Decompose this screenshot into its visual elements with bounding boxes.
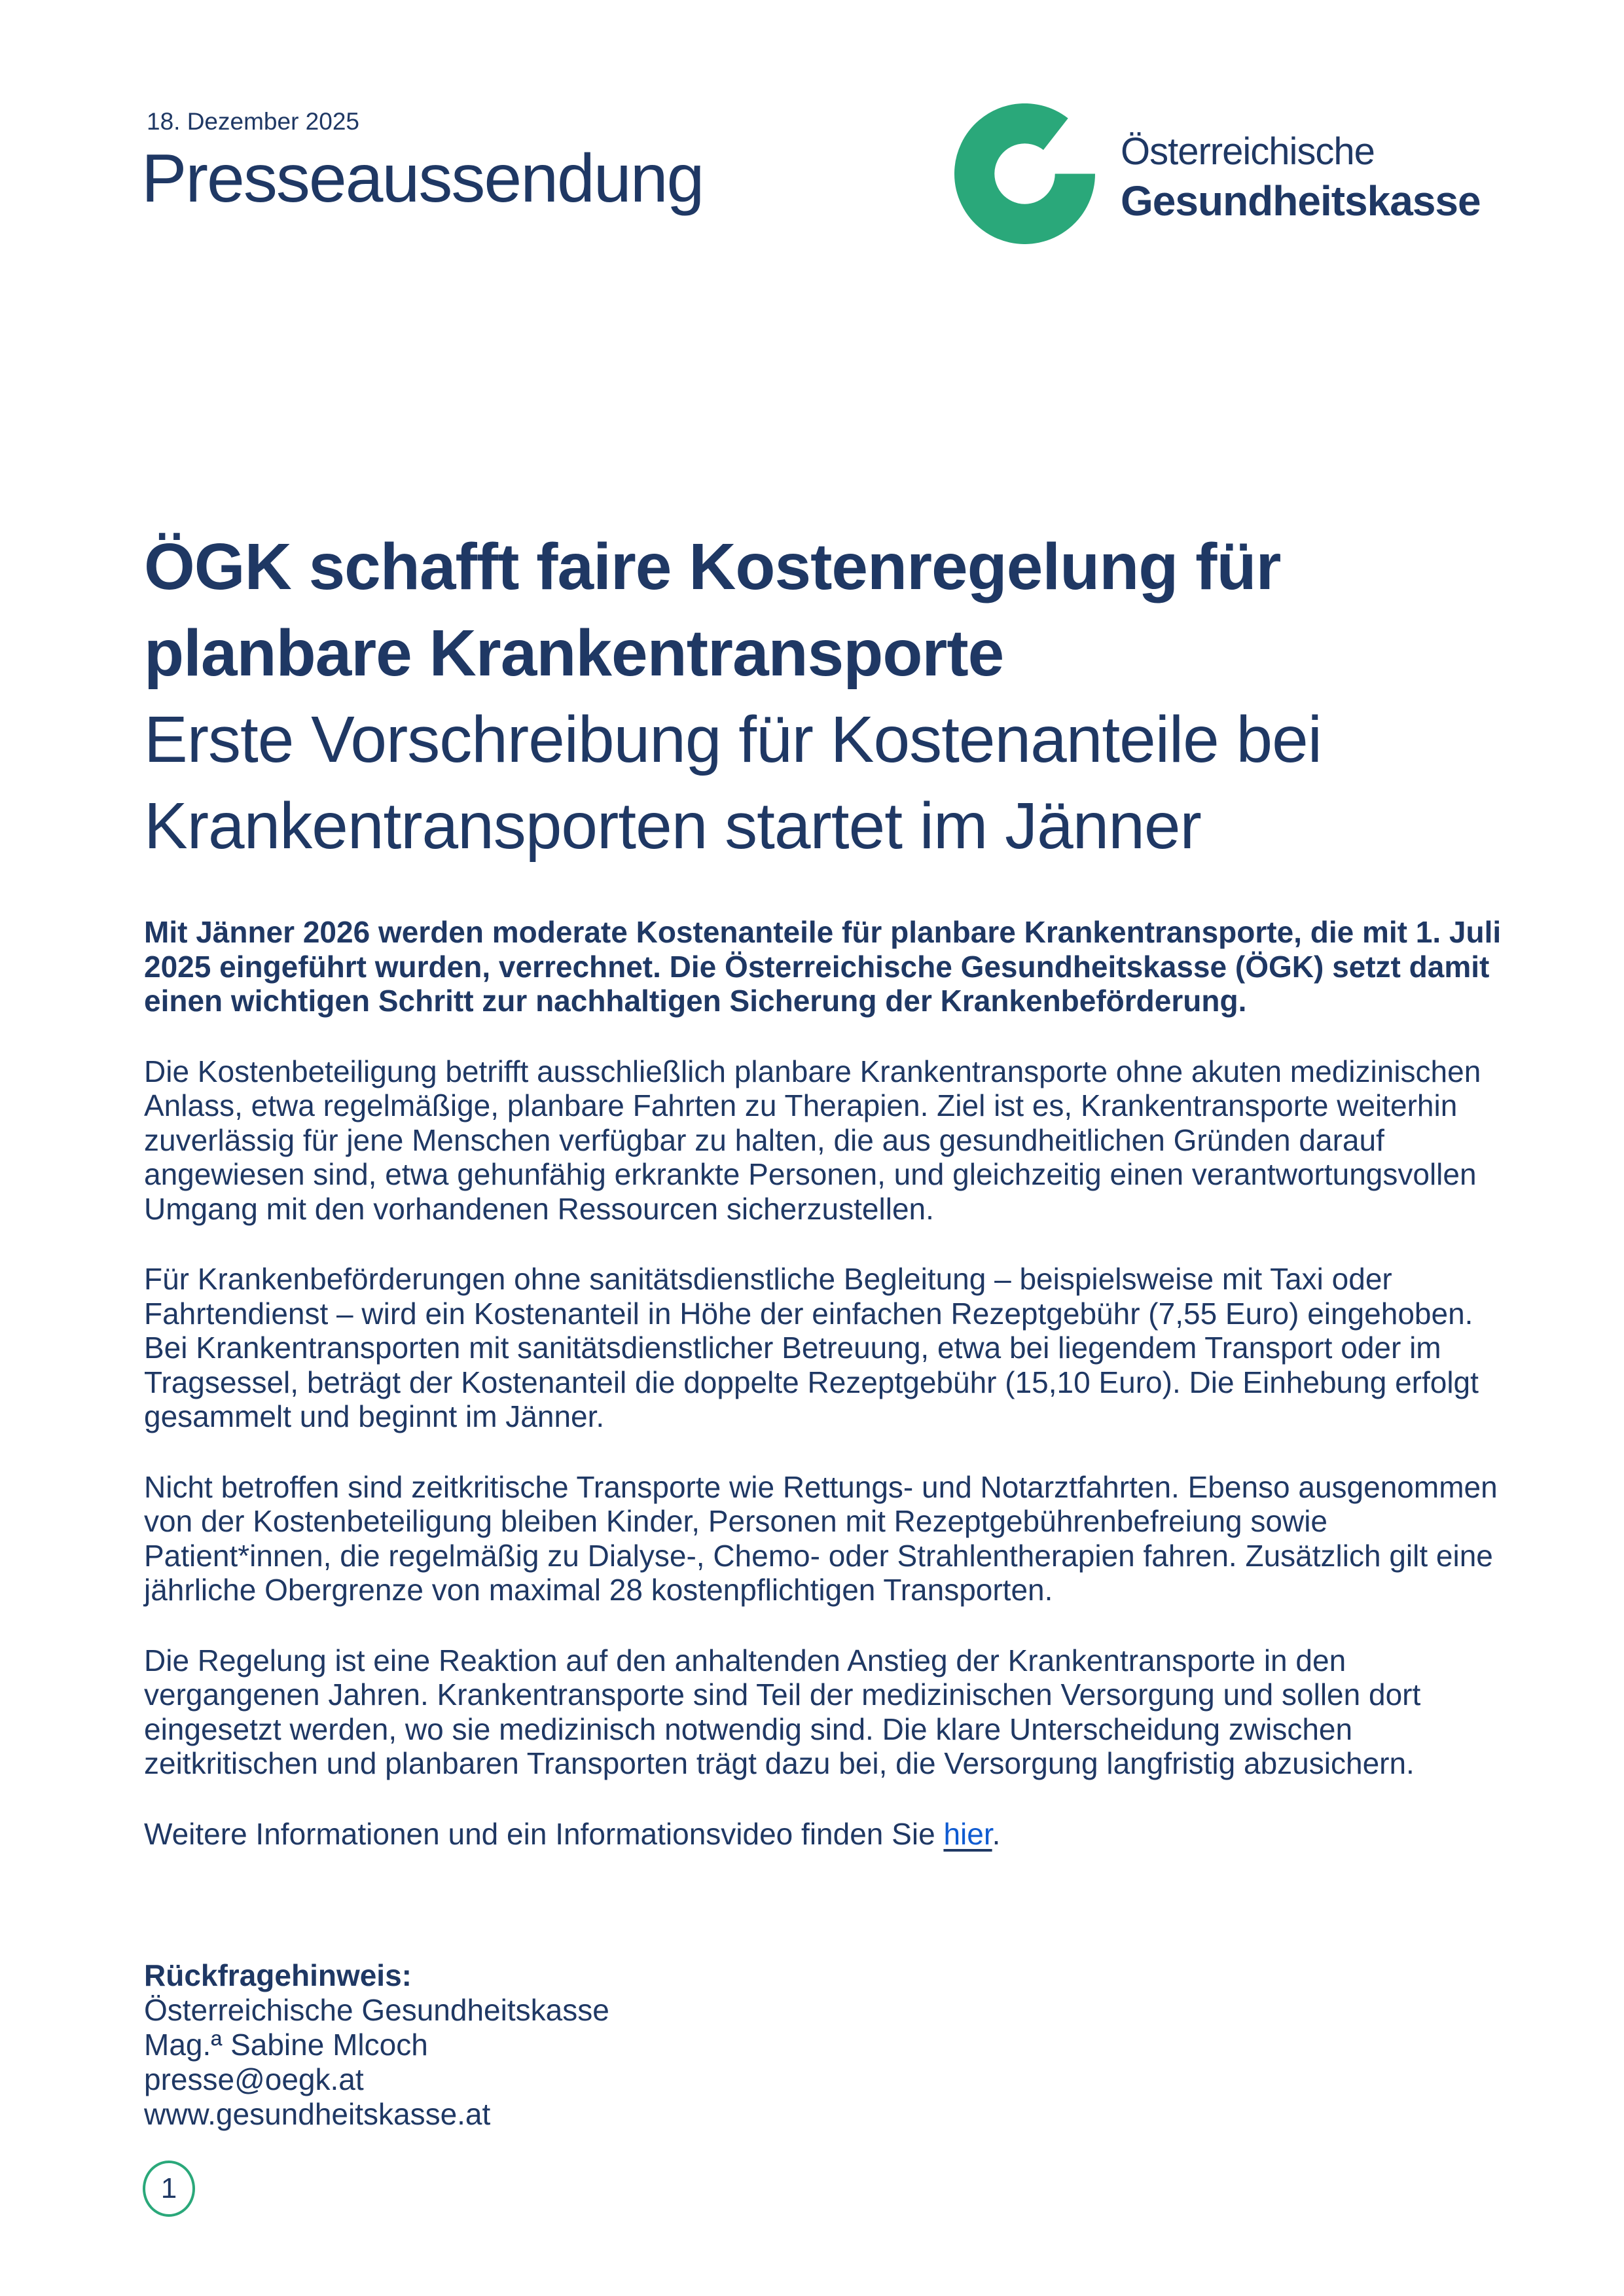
article-closing-sentence	[144, 1817, 1509, 1852]
closing-text-suffix: .	[992, 1816, 1001, 1851]
article-paragraph: Die Kostenbeteiligung betrifft ausschließlich planbare Krankentransporte ohne akuten medizinischen Anlass, etwa regelmäßige, planbare Fahrten zu Therapien. Ziel ist es, Krankentransporte weiterhin zuverlässig für jene Menschen verfügbar zu halten, die aus gesundheitlichen Gründen darauf angewiesen sind, etwa gehunfähig erkrankte Personen, und gleichzeitig einen verantwortungsvollen Umgang mit den vorhandenen Ressourcen sicherzustellen.	[144, 1054, 1481, 1226]
article-paragraph: Die Regelung ist eine Reaktion auf den anhaltenden Anstieg der Krankentransporte in den vergangenen Jahren. Krankentransporte sind Teil der medizinischen Versorgung und sollen dort eingesetzt werden, wo sie medizinisch notwendig sind. Die klare Unterscheidung zwischen zeitkritischen und planbaren Transporten trägt dazu bei, die Versorgung langfristig abzusichern.	[144, 1643, 1421, 1780]
article-headline-block	[144, 524, 1509, 869]
logo-org-name-line1: Österreichische	[1121, 130, 1375, 173]
article-lead-paragraph: Mit Jänner 2026 werden moderate Kostenanteile für planbare Krankentransporte, die mit 1. Juli 2025 eingeführt wurden, verrechnet. Die Österreichische Gesundheitskasse (ÖGK) setzt damit einen wichtigen Schritt zur nachhaltigen Sicherung der Krankenbeförderung.	[144, 915, 1502, 1018]
contact-website: www.gesundheitskasse.at	[144, 2097, 491, 2131]
contact-organization: Österreichische Gesundheitskasse	[144, 1993, 609, 2027]
page-number-badge	[143, 2161, 195, 2217]
contact-heading: Rückfragehinweis:	[144, 1958, 412, 1992]
article-body	[144, 915, 1509, 1851]
article-paragraph: Nicht betroffen sind zeitkritische Transporte wie Rettungs- und Notarztfahrten. Ebenso ausgenommen von der Kostenbeteiligung bleiben Kinder, Personen mit Rezeptgebührenbefreiung sowie Patient*innen, die regelmäßig zu Dialyse-, Chemo- oder Strahlentherapien fahren. Zusätzlich gilt eine jährliche Obergrenze von maximal 28 kostenpflichtigen Transporten.	[144, 1469, 1498, 1607]
logo-org-name-line2: Gesundheitskasse	[1121, 177, 1481, 224]
article-headline: ÖGK schafft faire Kostenregelung für planbare Krankentransporte	[144, 530, 1281, 690]
contact-block	[144, 1958, 1509, 2132]
oegk-logo-icon	[954, 103, 1095, 244]
article-subheadline: Erste Vorschreibung für Kostenanteile bei Krankentransporten startet im Jänner	[144, 703, 1322, 863]
page-number: 1	[160, 2172, 177, 2204]
document-date: 18. Dezember 2025	[147, 108, 359, 135]
article-paragraph: Für Krankenbeförderungen ohne sanitätsdienstliche Begleitung – beispielsweise mit Taxi oder Fahrtendienst – wird ein Kostenanteil in Höhe der einfachen Rezeptgebühr (7,55 Euro) eingehoben. Bei Krankentransporten mit sanitätsdienstlicher Betreuung, etwa bei liegendem Transport oder im Tragsessel, beträgt der Kostenanteil die doppelte Rezeptgebühr (15,10 Euro). Die Einhebung erfolgt gesammelt und beginnt im Jänner.	[144, 1262, 1479, 1433]
more-info-link[interactable]: hier	[943, 1816, 992, 1851]
contact-person: Mag.ª Sabine Mlcoch	[144, 2028, 428, 2062]
oegk-logo-wordmark	[1121, 128, 1481, 226]
contact-email: presse@oegk.at	[144, 2062, 364, 2096]
closing-text-prefix: Weitere Informationen und ein Informationsvideo finden Sie	[144, 1816, 944, 1851]
document-title: Presseaussendung	[141, 141, 704, 217]
